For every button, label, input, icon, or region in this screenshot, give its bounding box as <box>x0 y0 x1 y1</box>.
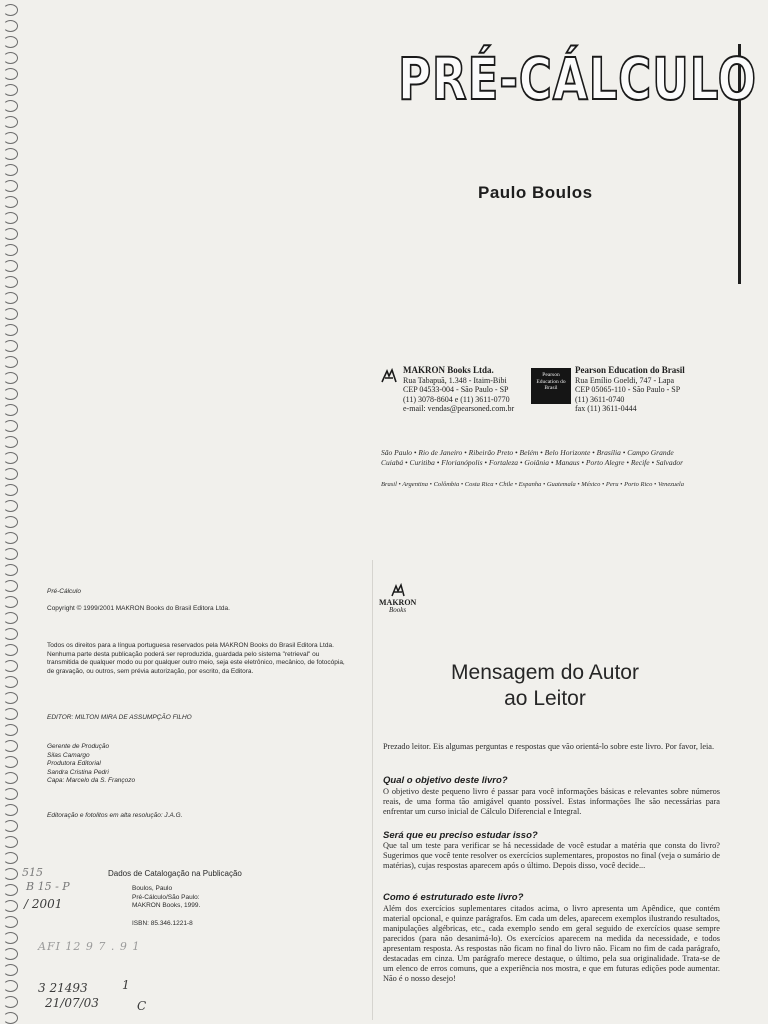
makron-line: e-mail: vendas@pearsoned.com.br <box>403 404 515 413</box>
isbn: ISBN: 85.346.1221-8 <box>132 920 193 927</box>
binding-ring <box>3 324 18 336</box>
book-author: Paulo Boulos <box>478 183 593 202</box>
binding-ring <box>3 964 18 976</box>
binding-ring <box>3 484 18 496</box>
credit-line: Gerente de Produção <box>47 743 110 750</box>
binding-ring <box>3 980 18 992</box>
binding-ring <box>3 276 18 288</box>
makron-address <box>403 366 514 414</box>
binding-ring <box>3 356 18 368</box>
binding-ring <box>3 212 18 224</box>
binding-ring <box>3 436 18 448</box>
makron-line: CEP 04533-004 - São Paulo - SP <box>403 385 509 394</box>
binding-ring <box>3 788 18 800</box>
binding-ring <box>3 468 18 480</box>
binding-ring <box>3 420 18 432</box>
pearson-line: fax (11) 3611-0444 <box>575 404 637 413</box>
binding-ring <box>3 4 18 16</box>
handwritten-note: / 2001 <box>24 897 63 911</box>
answer-paragraph: O objetivo deste pequeno livro é passar para você informações básicas e relevantes sobre números reais, de uma forma tão amigável quanto possível. Estas informações lhe são necessárias para enfrentar um curso inicial de Cálculo Diferencial e Integral. <box>383 787 720 816</box>
binding-ring <box>3 740 18 752</box>
makron-logo-icon <box>390 583 406 597</box>
binding-ring <box>3 724 18 736</box>
pearson-line: (11) 3611-0740 <box>575 394 625 404</box>
binding-ring <box>3 868 18 880</box>
production-credits <box>47 743 135 786</box>
binding-ring <box>3 372 18 384</box>
makron-line: Rua Tabapuã, 1.348 - Itaim-Bibi <box>403 375 507 385</box>
credit-line: Silas Camargo <box>47 751 90 759</box>
binding-ring <box>3 500 18 512</box>
message-title-line: Mensagem do Autor <box>451 661 639 684</box>
binding-ring <box>3 196 18 208</box>
colophon-book-name: Pré-Cálculo <box>47 588 81 595</box>
country-list: Brasil • Argentina • Colômbia • Costa Rica • Chile • Espanha • Guatemala • México • Peru • Porto Rico • Venezuela <box>381 481 684 488</box>
handwritten-note: B 15 - P <box>26 880 70 893</box>
pearson-line: Rua Emílio Goeldi, 747 - Lapa <box>575 375 675 385</box>
message-title-line: ao Leitor <box>504 687 586 710</box>
binding-ring <box>3 228 18 240</box>
binding-ring <box>3 836 18 848</box>
answer-paragraph: Que tal um teste para verificar se há necessidade de você estudar a matéria que consta do livro? Sugerimos que você tente resolver os exercícios suplementares, propostos no final (veja o sumário de matérias), cujas respostas aparecem após o último. Depois disso, você decide... <box>383 841 720 870</box>
binding-ring <box>3 916 18 928</box>
binding-ring <box>3 340 18 352</box>
binding-ring <box>3 180 18 192</box>
binding-ring <box>3 804 18 816</box>
pearson-line: CEP 05065-110 - São Paulo - SP <box>575 385 681 394</box>
binding-ring <box>3 692 18 704</box>
binding-ring <box>3 660 18 672</box>
spiral-binding <box>0 0 22 1024</box>
binding-ring <box>3 644 18 656</box>
binding-ring <box>3 532 18 544</box>
binding-ring <box>3 1012 18 1024</box>
binding-ring <box>3 148 18 160</box>
binding-ring <box>3 612 18 624</box>
catalog-line: Boulos, Paulo <box>132 885 173 892</box>
pearson-address <box>575 366 685 414</box>
stamp-number: AFI 12 9 7 . 9 1 <box>38 940 141 953</box>
binding-ring <box>3 820 18 832</box>
binding-ring <box>3 900 18 912</box>
binding-ring <box>3 852 18 864</box>
binding-ring <box>3 756 18 768</box>
binding-ring <box>3 548 18 560</box>
message-title <box>372 660 718 712</box>
editor-line: EDITOR: MILTON MIRA DE ASSUMPÇÃO FILHO <box>47 714 192 721</box>
credit-line: Produtora Editorial <box>47 760 101 767</box>
makron-name: MAKRON Books Ltda. <box>403 365 494 375</box>
binding-ring <box>3 948 18 960</box>
binding-ring <box>3 36 18 48</box>
makron-wordmark: MAKRON <box>379 598 417 607</box>
rights-paragraph: Todos os direitos para a língua portuguesa reservados pela MAKRON Books do Brasil Editora Ltda. Nenhuma parte desta publicação poderá ser reproduzida, guardada pelo sistema "retrieval" ou transmitida de qualquer modo ou por qualquer outro meio, seja este eletrônico, mecânico, de fotocópia, de gravação, ou outros, sem prévia autorização, por escrito, da Editora. <box>47 642 345 675</box>
typesetting-credit: Editoração e fotolitos em alta resolução: J.A.G. <box>47 812 183 819</box>
binding-ring <box>3 452 18 464</box>
binding-ring <box>3 260 18 272</box>
copyright-line: Copyright © 1999/2001 MAKRON Books do Brasil Editora Ltda. <box>47 605 230 612</box>
binding-ring <box>3 100 18 112</box>
binding-ring <box>3 404 18 416</box>
makron-logo-icon <box>380 368 398 384</box>
catalog-entry <box>132 885 200 911</box>
binding-ring <box>3 516 18 528</box>
binding-ring <box>3 132 18 144</box>
catalog-line: Pré-Cálculo/São Paulo: <box>132 893 200 901</box>
binding-ring <box>3 708 18 720</box>
binding-ring <box>3 20 18 32</box>
credit-line: Capa: Marcelo da S. Françozo <box>47 777 136 784</box>
binding-ring <box>3 388 18 400</box>
binding-ring <box>3 596 18 608</box>
binding-ring <box>3 308 18 320</box>
binding-ring <box>3 116 18 128</box>
credit-line: Sandra Cristina Pedri <box>47 768 109 776</box>
question-heading: Qual o objetivo deste livro? <box>383 775 508 786</box>
handwritten-note: C <box>137 999 147 1013</box>
question-heading: Como é estruturado este livro? <box>383 892 524 903</box>
pearson-logo: Pearson Education do Brasil <box>531 368 571 404</box>
answer-paragraph: Além dos exercícios suplementares citados acima, o livro apresenta um Apêndice, que contém material opcional, e quinze parágrafos. Em cada um deles, aparecem exemplos ilustrando resultados, manipulações algébricas, etc., cada exemplo sendo em geral seguido de exercícios quase sempre parecidos (para não desanimá-lo). Os exercícios aparecem na medida da necessidade, e todos apresentam resposta. As respostas não ficam no final do livro não. Ficam no fim de cada parágrafo, destacadas em cinza. Um parágrafo merece destaque, o último, pela sua originalidade. Trata-se de um elenco de erros comuns, que a experiência nos mostra, e que em futuras edições pode aumentar. Não é o nosso desejo! <box>383 904 720 983</box>
binding-ring <box>3 52 18 64</box>
question-heading: Será que eu preciso estudar isso? <box>383 830 538 841</box>
handwritten-note: 515 <box>22 866 43 879</box>
binding-ring <box>3 884 18 896</box>
binding-ring <box>3 772 18 784</box>
binding-ring <box>3 292 18 304</box>
city-list <box>381 448 683 468</box>
binding-ring <box>3 244 18 256</box>
pearson-name: Pearson Education do Brasil <box>575 365 685 375</box>
binding-ring <box>3 164 18 176</box>
binding-ring <box>3 580 18 592</box>
binding-ring <box>3 564 18 576</box>
catalog-heading: Dados de Catalogação na Publicação <box>108 869 242 878</box>
makron-line: (11) 3078-8604 e (11) 3611-0770 <box>403 394 510 404</box>
handwritten-note: 1 <box>122 978 130 992</box>
book-title: PRÉ-CÁLCULO <box>398 45 757 113</box>
binding-ring <box>3 84 18 96</box>
binding-ring <box>3 932 18 944</box>
city-line: São Paulo • Rio de Janeiro • Ribeirão Preto • Belém • Belo Horizonte • Brasília • Campo Grande <box>381 448 674 457</box>
handwritten-date: 21/07/03 <box>45 996 99 1010</box>
catalog-line: MAKRON Books, 1999. <box>132 902 201 909</box>
books-wordmark: Books <box>389 606 407 614</box>
city-line: Cuiabá • Curitiba • Florianópolis • Fortaleza • Goiânia • Manaus • Porto Alegre • Recife • Salvador <box>381 458 684 467</box>
binding-ring <box>3 628 18 640</box>
greeting-paragraph: Prezado leitor. Eis algumas perguntas e respostas que vão orientá-lo sobre este livro. Por favor, leia. <box>383 742 715 751</box>
binding-ring <box>3 68 18 80</box>
binding-ring <box>3 676 18 688</box>
binding-ring <box>3 996 18 1008</box>
handwritten-note: 3 21493 <box>38 981 88 995</box>
column-divider <box>372 560 373 1020</box>
